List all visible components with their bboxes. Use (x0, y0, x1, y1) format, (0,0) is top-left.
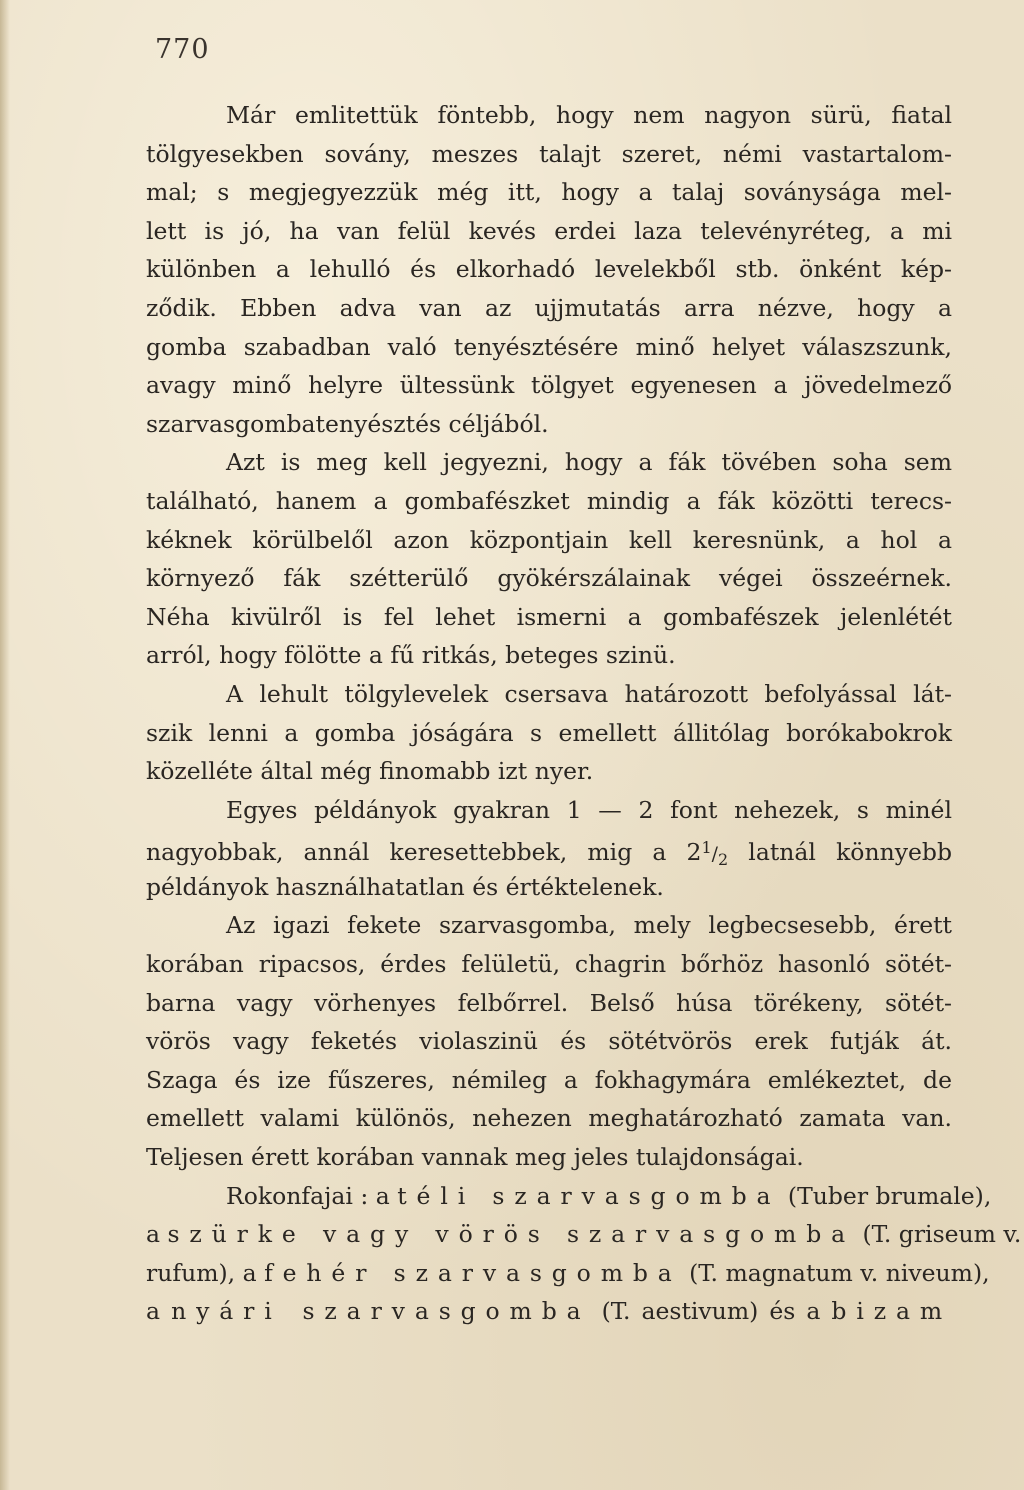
fraction-denominator: 2 (717, 850, 729, 870)
text-line: A lehult tölgylevelek csersava határozott befolyással lát- (226, 679, 952, 708)
text-fragment: rufum), a (146, 1258, 265, 1287)
text-line: ződik. Ebben adva van az ujjmutatás arra nézve, hogy a (146, 293, 952, 322)
text-line: barna vagy vörhenyes felbőrrel. Belső húsa törékeny, sötét- (146, 988, 952, 1017)
text-line (146, 1292, 952, 1331)
text-fragment: nagyobbak, annál keresettebbek, mig a 2 (146, 838, 702, 867)
text-fragment: Rokonfajai : a (226, 1181, 398, 1210)
text-line: lett is jó, ha van felül kevés erdei laza televényréteg, a mi (146, 216, 952, 245)
text-line (146, 829, 952, 868)
species-name: fehér szarvasgomba (264, 1258, 682, 1287)
fraction: $^1/_2$ (701, 838, 729, 870)
species-name: szürke vagy vörös szarvasgomba (167, 1220, 855, 1249)
text-line: arról, hogy fölötte a fű ritkás, beteges szinü. (146, 641, 676, 670)
species-name: téli szarvasgomba (397, 1181, 781, 1210)
text-fragment: a (146, 1297, 172, 1326)
text-fragment: latnál könnyebb (748, 838, 952, 867)
text-line: Azt is meg kell jegyezni, hogy a fák tövében soha sem (226, 448, 952, 477)
text-line (146, 1254, 990, 1293)
species-name: bizam (831, 1297, 952, 1326)
text-line: példányok használhatatlan és értéktelenek. (146, 872, 664, 901)
text-line: Már emlitettük föntebb, hogy nem nagyon sürü, fiatal (226, 101, 952, 129)
text-line (146, 1177, 992, 1216)
text-line: közelléte által még finomabb izt nyer. (146, 757, 594, 786)
text-line: Szaga és ize fűszeres, némileg a fokhagymára emlékeztet, de (146, 1065, 952, 1094)
text-line: kéknek körülbelől azon központjain kell keresnünk, a hol a (146, 525, 952, 554)
text-line (146, 1215, 1022, 1254)
text-line: avagy minő helyre ültessünk tölgyet egyenesen a jövedelmező (146, 371, 952, 400)
fraction-numerator: 1 (701, 838, 712, 858)
species-name: nyári szarvasgomba (171, 1297, 591, 1326)
text-fragment: (T. griseum v. (854, 1220, 1022, 1249)
text-line: Egyes példányok gyakran 1 — 2 font nehezek, s minél (226, 795, 952, 824)
text-line: különben a lehulló és elkorhadó levelekből stb. önként kép- (146, 255, 952, 284)
text-line: környező fák szétterülő gyökérszálainak végei összeérnek. (146, 564, 952, 593)
text-line: korában ripacsos, érdes felületü, chagrin bőrhöz hasonló sötét- (146, 950, 952, 979)
text-line: szarvasgombatenyésztés céljából. (146, 409, 549, 438)
text-line: szik lenni a gomba jóságára s emellett állitólag borókabokrok (146, 718, 952, 747)
text-line: vörös vagy feketés violaszinü és sötétvörös erek futják át. (146, 1027, 952, 1056)
text-line: emellett valami különös, nehezen meghatározható zamata van. (146, 1104, 952, 1133)
text-line: mal; s megjegyezzük még itt, hogy a talaj soványsága mel- (146, 178, 952, 207)
page-number: 770 (155, 34, 210, 65)
text-fragment: (Tuber brumale), (780, 1181, 992, 1210)
body-text (146, 96, 1022, 1331)
text-line: tölgyesekben sovány, meszes talajt szeret, némi vastartalom- (146, 139, 952, 168)
text-line: található, hanem a gombafészket mindig a fák közötti terecs- (146, 486, 952, 515)
text-fragment: (T. aestivum) és a (590, 1297, 832, 1326)
text-line: Néha kivülről is fel lehet ismerni a gombafészek jelenlétét (146, 602, 952, 631)
page-edge-shadow (0, 0, 10, 1490)
text-fragment: (T. magnatum v. niveum), (681, 1258, 990, 1287)
text-line: Teljesen érett korában vannak meg jeles tulajdonságai. (146, 1143, 804, 1172)
text-line: Az igazi fekete szarvasgomba, mely legbecsesebb, érett (226, 911, 952, 940)
text-fragment: a (146, 1220, 168, 1249)
text-line: gomba szabadban való tenyésztésére minő helyet válaszszunk, (146, 332, 952, 361)
